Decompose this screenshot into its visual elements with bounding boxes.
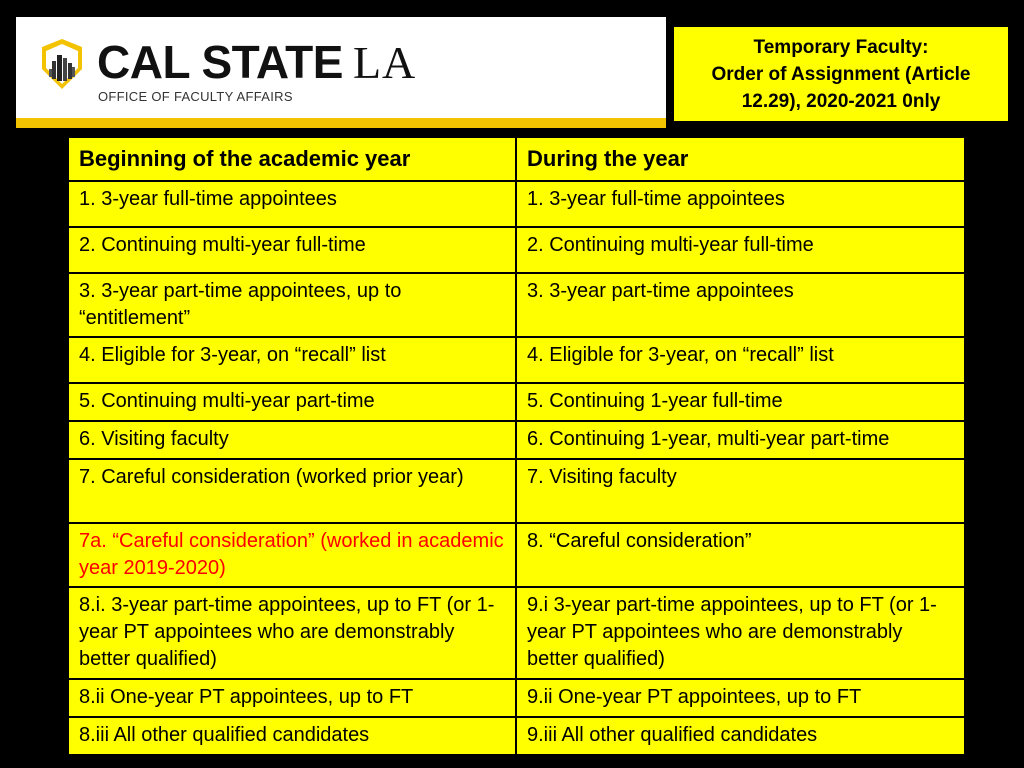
column-header-beginning: Beginning of the academic year — [68, 137, 516, 181]
table-cell: 8. “Careful consideration” — [516, 523, 965, 587]
title-line-2: Order of Assignment (Article — [711, 63, 971, 85]
table-cell: 1. 3-year full-time appointees — [516, 181, 965, 227]
logo-panel — [16, 17, 666, 128]
table-cell: 5. Continuing 1-year full-time — [516, 383, 965, 421]
table-row — [68, 717, 965, 755]
table-cell: 7. Visiting faculty — [516, 459, 965, 523]
table-header-row — [68, 137, 965, 181]
table-row — [68, 421, 965, 459]
title-line-1: Temporary Faculty: — [753, 36, 929, 58]
table-cell: 8.ii One-year PT appointees, up to FT — [68, 679, 516, 717]
table-cell: 2. Continuing multi-year full-time — [516, 227, 965, 273]
table-cell: 6. Visiting faculty — [68, 421, 516, 459]
table-row — [68, 273, 965, 337]
table-row — [68, 181, 965, 227]
table-cell: 3. 3-year part-time appointees — [516, 273, 965, 337]
table-row — [68, 587, 965, 679]
office-subtitle: OFFICE OF FACULTY AFFAIRS — [98, 89, 293, 104]
order-of-assignment-table — [67, 136, 966, 756]
table-cell: 8.iii All other qualified candidates — [68, 717, 516, 755]
table-row — [68, 227, 965, 273]
table-cell: 7. Careful consideration (worked prior year) — [68, 459, 516, 523]
table-cell: 3. 3-year part-time appointees, up to “entitlement” — [68, 273, 516, 337]
column-header-during: During the year — [516, 137, 965, 181]
table-row — [68, 459, 965, 523]
table-cell: 9.iii All other qualified candidates — [516, 717, 965, 755]
table-cell: 5. Continuing multi-year part-time — [68, 383, 516, 421]
slide-title — [674, 27, 1008, 121]
cal-state-la-logo-icon — [40, 39, 84, 91]
table-row — [68, 679, 965, 717]
table-cell: 4. Eligible for 3-year, on “recall” list — [516, 337, 965, 383]
table-cell: 9.i 3-year part-time appointees, up to FT (or 1-year PT appointees who are demonstrably better qualified) — [516, 587, 965, 679]
title-line-3: 12.29), 2020-2021 0nly — [741, 90, 941, 112]
brand-wordmark — [97, 37, 416, 88]
table-cell: 2. Continuing multi-year full-time — [68, 227, 516, 273]
table-cell: 8.i. 3-year part-time appointees, up to FT (or 1-year PT appointees who are demonstrably better qualified) — [68, 587, 516, 679]
table-cell: 1. 3-year full-time appointees — [68, 181, 516, 227]
brand-campus: LA — [352, 37, 417, 88]
table-cell: 9.ii One-year PT appointees, up to FT — [516, 679, 965, 717]
table-cell-highlighted: 7a. “Careful consideration” (worked in academic year 2019-2020) — [68, 523, 516, 587]
table-cell: 6. Continuing 1-year, multi-year part-time — [516, 421, 965, 459]
table-row — [68, 383, 965, 421]
table-cell: 4. Eligible for 3-year, on “recall” list — [68, 337, 516, 383]
table-row — [68, 337, 965, 383]
table-row — [68, 523, 965, 587]
brand-name: CAL STATE — [97, 36, 343, 88]
